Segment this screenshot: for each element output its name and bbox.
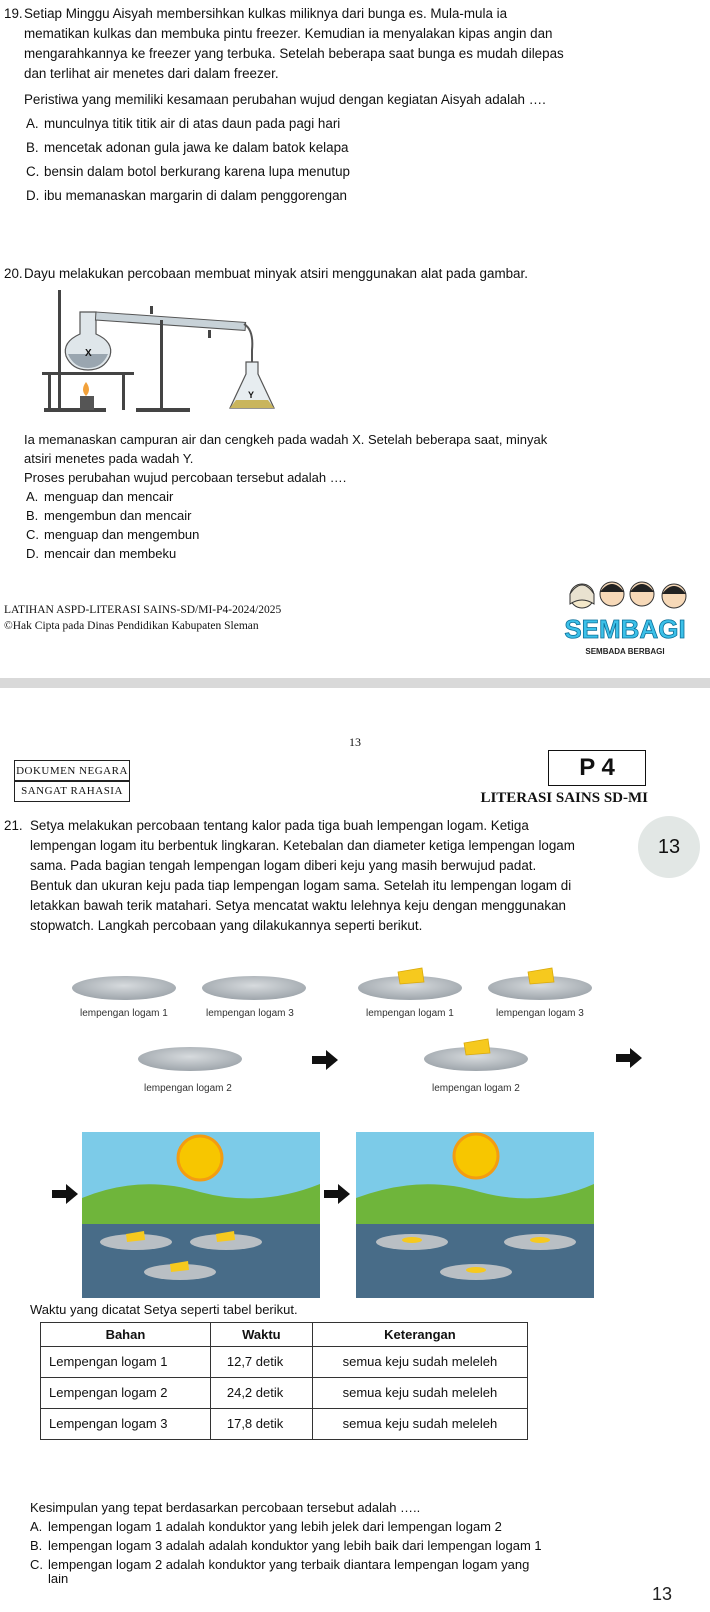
cheese-icon	[528, 968, 554, 984]
burner	[80, 396, 94, 410]
arrow-right-icon	[616, 1048, 642, 1068]
plate-label: lempengan logam 2	[144, 1083, 232, 1094]
subject-title: LITERASI SAINS SD-MI	[480, 790, 648, 806]
table-row	[41, 1347, 528, 1378]
arrow-right-icon	[312, 1050, 338, 1070]
table-row	[41, 1409, 528, 1440]
logo-subtitle: SEMBADA BERBAGI	[585, 647, 665, 656]
page-footer	[4, 602, 281, 634]
column-header: Keterangan	[312, 1323, 527, 1347]
question-21	[4, 816, 630, 936]
option-d[interactable]: D. ibu memanaskan margarin di dalam penggorengan	[26, 188, 347, 203]
experiment-steps-figure	[40, 952, 670, 1300]
package-code: P 4	[548, 750, 646, 786]
stem-line: mematikan kulkas dan membuka pintu freezer. Kemudian ia menyalakan kipas angin dan	[24, 26, 553, 41]
desc-line: atsiri menetes pada wadah Y.	[24, 451, 194, 466]
footer-copyright: ©Hak Cipta pada Dinas Pendidikan Kabupaten Sleman	[4, 620, 259, 632]
question-number: 21.	[4, 818, 23, 833]
question-desc	[24, 430, 646, 487]
arrow-right-icon	[324, 1184, 350, 1204]
sembagi-logo	[550, 574, 700, 666]
stem-line: mengarahkannya ke freezer yang terbuka. Setelah beberapa saat bunga es mudah dilepas	[24, 46, 564, 61]
flame-icon	[83, 382, 89, 396]
stem-line: dan terlihat air menetes dari dalam freezer.	[24, 66, 279, 81]
option-a[interactable]: A. lempengan logam 1 adalah konduktor yang lebih jelek dari lempengan logam 2	[30, 1519, 502, 1534]
step-1-plates	[72, 976, 306, 1094]
sun-icon	[454, 1134, 498, 1178]
plate-label: lempengan logam 2	[432, 1083, 520, 1094]
stand-base	[44, 408, 106, 412]
arrow-right-icon	[52, 1184, 78, 1204]
label-x: X	[85, 348, 92, 359]
option-a[interactable]: A. menguap dan mencair	[26, 489, 174, 504]
table-row	[41, 1378, 528, 1409]
option-b[interactable]: B. mengembun dan mencair	[26, 508, 192, 523]
cell-time: 12,7 detik	[210, 1347, 312, 1378]
cell-note: semua keju sudah meleleh	[312, 1347, 527, 1378]
question-21-prompt	[4, 1498, 644, 1584]
cheese-icon	[464, 1039, 490, 1055]
cell-time: 17,8 detik	[210, 1409, 312, 1440]
desc-line: Ia memanaskan campuran air dan cengkeh pada wadah X. Setelah beberapa saat, minyak	[24, 432, 548, 447]
question-19	[4, 4, 646, 206]
column-header: Bahan	[41, 1323, 211, 1347]
page-13	[0, 688, 710, 1612]
distillation-apparatus-figure	[40, 290, 290, 420]
cell-note: semua keju sudah meleleh	[312, 1378, 527, 1409]
cell-material: Lempengan logam 3	[41, 1409, 211, 1440]
results-table	[40, 1322, 528, 1440]
option-c-continued: lain	[48, 1574, 69, 1584]
plate-3	[202, 976, 306, 1000]
plate-label: lempengan logam 1	[80, 1008, 168, 1019]
table-intro: Waktu yang dicatat Setya seperti tabel berikut.	[30, 1302, 298, 1317]
option-b[interactable]: B. mencetak adonan gula jawa ke dalam batok kelapa	[26, 140, 349, 155]
cheese-icon	[398, 968, 424, 984]
stem-line: lempengan logam itu berbentuk lingkaran. Ketebalan dan diameter ketiga lempengan logam	[30, 838, 575, 853]
sun-icon	[178, 1136, 222, 1180]
plate-2	[138, 1047, 242, 1071]
option-c[interactable]: C. menguap dan mengembun	[26, 527, 200, 542]
stem-line: sama. Pada bagian tengah lempengan logam diberi keju yang masih berwujud padat.	[30, 858, 537, 873]
stem-line: Setya melakukan percobaan tentang kalor pada tiga buah lempengan logam. Ketiga	[30, 818, 529, 833]
option-c[interactable]: C. bensin dalam botol berkurang karena lupa menutup	[26, 164, 350, 179]
option-a[interactable]: A. munculnya titik titik air di atas daun pada pagi hari	[26, 116, 341, 131]
doc-label-secret: SANGAT RAHASIA	[14, 780, 130, 802]
option-b[interactable]: B. lempengan logam 3 adalah adalah konduktor yang lebih baik dari lempengan logam 1	[30, 1538, 542, 1553]
cell-note: semua keju sudah meleleh	[312, 1409, 527, 1440]
question-20-body	[4, 430, 646, 563]
question-prompt: Kesimpulan yang tepat berdasarkan percobaan tersebut adalah …..	[30, 1500, 421, 1515]
cell-time: 24,2 detik	[210, 1378, 312, 1409]
plate-label: lempengan logam 3	[206, 1008, 294, 1019]
cell-material: Lempengan logam 2	[41, 1378, 211, 1409]
step-3-sun-scene	[82, 1132, 320, 1298]
plate-label: lempengan logam 1	[366, 1008, 454, 1019]
footer-line: LATIHAN ASPD-LITERASI SAINS-SD/MI-P4-2024/2025	[4, 604, 282, 616]
label-y: Y	[248, 390, 255, 400]
stem-line: Bentuk dan ukuran keju pada tiap lempengan logam sama. Setelah itu lempengan logam di	[30, 878, 572, 893]
page-number-bottom: 13	[652, 1584, 673, 1604]
step-2-plates	[358, 968, 592, 1094]
melted-cheese-icon	[530, 1237, 550, 1243]
question-number: 20.	[4, 266, 23, 281]
stem-line: Setiap Minggu Aisyah membersihkan kulkas miliknya dari bunga es. Mula-mula ia	[24, 6, 508, 21]
option-c[interactable]: C. lempengan logam 2 adalah konduktor yang terbaik diantara lempengan logam yang	[30, 1557, 530, 1572]
question-20	[4, 264, 646, 284]
question-prompt: Proses perubahan wujud percobaan tersebut adalah ….	[24, 470, 347, 485]
question-stem	[24, 4, 646, 110]
cell-material: Lempengan logam 1	[41, 1347, 211, 1378]
page-separator	[0, 678, 710, 688]
character-heads-icon	[570, 582, 686, 608]
step-4-melting-scene	[356, 1132, 594, 1298]
page-indicator-bubble[interactable]: 13	[638, 816, 700, 878]
stem-line: stopwatch. Langkah percobaan yang dilakukannya seperti berikut.	[30, 918, 423, 933]
table-header-row	[41, 1323, 528, 1347]
tripod-top	[42, 372, 134, 375]
logo-wordmark: SEMBAGI	[564, 614, 686, 644]
doc-label-state: DOKUMEN NEGARA	[14, 760, 130, 782]
question-number: 19.	[4, 6, 23, 21]
condenser	[95, 312, 245, 330]
plate-label: lempengan logam 3	[496, 1008, 584, 1019]
melted-cheese-icon	[402, 1237, 422, 1243]
plate-1	[72, 976, 176, 1000]
option-d[interactable]: D. mencair dan membeku	[26, 546, 177, 561]
retort-stand	[58, 290, 61, 410]
column-header: Waktu	[210, 1323, 312, 1347]
melted-cheese-icon	[466, 1267, 486, 1273]
page-number: 13	[349, 735, 361, 749]
question-prompt: Peristiwa yang memiliki kesamaan perubahan wujud dengan kegiatan Aisyah adalah ….	[24, 92, 546, 107]
question-stem	[30, 816, 630, 936]
stem-line: letakkan bawah terik matahari. Setya mencatat waktu lelehnya keju dengan menggunakan	[30, 898, 566, 913]
page-previous	[0, 0, 710, 678]
question-intro: Dayu melakukan percobaan membuat minyak atsiri menggunakan alat pada gambar.	[24, 266, 528, 281]
